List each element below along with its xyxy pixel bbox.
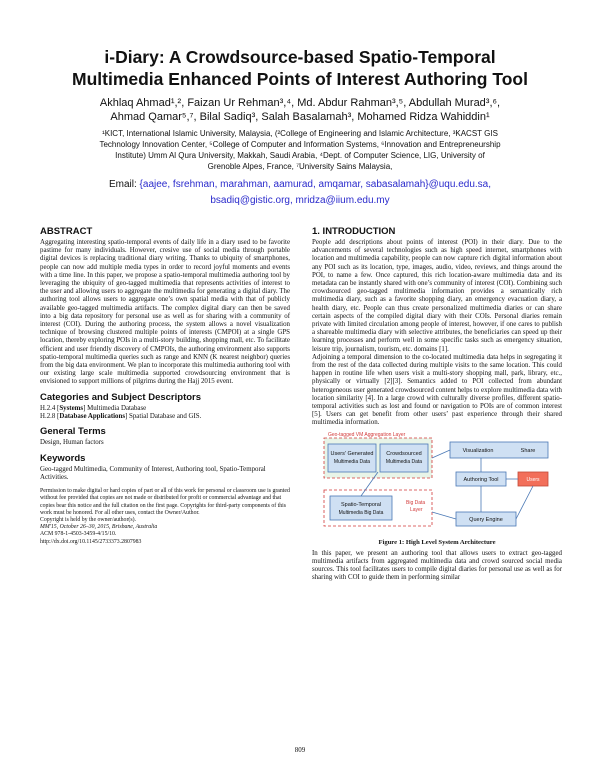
affiliation-line-2: Technology Innovation Center, ⁵College of Computer and Information Systems, ⁶Innovation and Entrepreneurship (99, 140, 501, 149)
user-generated-label: Users' Generated (330, 450, 374, 457)
figure-caption: Figure 1: High Level System Architecture (378, 538, 496, 546)
spatio-temporal-label: Spatio-Temporal (340, 501, 382, 508)
user-generated-box (328, 444, 376, 472)
acm-line: ACM 978-1-4503-3459-4/15/10. (40, 531, 117, 538)
user-generated-sub: Multimedia Data (333, 458, 371, 465)
abstract-text: Aggregating interesting spatio-temporal events of daily life in a diary used to be favorite pastime for many individuals. However, cresive use of social media through portable digital devices is replacing traditional diary writing. Thanks to ubiquity of smartphones, people can now add multiple media types in order to record joyful moments and events with a time line. In this paper, we propose a spatio-temporal multimedia authoring tool by leveraging the ubiquity of geo-tagged multimedia that represents activities of interest to the user and allowing users to aggregate the multimedia for generating a digital diary. The authoring tool allows users to aggregate one’s own spatial media with that of publicly available geo-tagged multimedia artifacts. The complex digital diary can then be saved into a big data repository for personal use as well as for sharing with a community of interest (COI). During the authoring process, the system allows a novel visualization technique of browsing clustered multiple points of interests (CMPOI) at a single GPS location, thereby exploring POIs in a multi-story building, shopping mall, etc. To facilitate efficient and user friendly discovery of CMPOIs, the authoring environment also supports spatio-temporal multimedia queries such as range and KNN (K nearest neighbor) queries from the big data environment. We plan to incorporate this multimedia authoring tool with our existing large scale multimedia supported crowdsourcing environment that is envisioned to support millions of pilgrims during the Hajj 2015 event. (40, 239, 290, 386)
email-block (40, 177, 560, 209)
intro-paragraph-2: Adjoining a temporal dimension to the co-located multimedia data helps in segregating it from the rest of the data collected during multiple visits to the same location. This could happen in routine life when users visit a multi-story shopping mall, park, library, etc., physically or virtually [2][3]. Semantics added to POI collected from abundant heterogeneous user generated crowdsourced content helps to explore multimedia data with location similarity [4]. In a large crowd with culturally diverse profiles, different spatio-temporal activities such as lost and found or navigation to POIs are of common interest [5]. Users can get benefit from other users’ past experience through their shared multimedia information. (312, 353, 562, 427)
paper-title (40, 46, 560, 90)
aggregation-layer-label: Geo-tagged VM Aggregation Layer (328, 431, 406, 438)
email-link-2[interactable]: bsadiq@gistic.org, mridza@iium.edu.my (210, 195, 390, 206)
keywords-heading: Keywords (40, 452, 86, 464)
authors-line-2: Ahmad Qamar⁵,⁷, Bilal Sadiq³, Salah Basalamah³, Mohamed Ridza Wahiddin¹ (110, 111, 490, 123)
author-list (40, 96, 560, 124)
intro-paragraph-3: In this paper, we present an authoring tool that allows users to extract geo-tagged multimedia artifacts from aggregated multimedia data and crowd sourced social media sources. This tool facilitates users to compile digital diaries for personal use as well as for sharing with COI to guide them in performing similar (312, 549, 562, 582)
authors-line-1: Akhlaq Ahmad¹,², Faizan Ur Rehman³,⁴, Md. Abdur Rahman³,⁵, Abdullah Murad³,⁶, (99, 97, 501, 109)
big-data-sub: Layer (410, 506, 423, 513)
big-data-label: Big Data (406, 499, 426, 506)
arrow-users-query (516, 486, 533, 519)
category-line-2: H.2.8 [Database Applications] Spatial Database and GIS. (40, 412, 202, 420)
categories-heading: Categories and Subject Descriptors (40, 391, 202, 403)
users-label: Users (526, 476, 540, 483)
copyright-line: Copyright is held by the owner/author(s). (40, 516, 136, 523)
general-terms-heading: General Terms (40, 426, 106, 438)
affiliation-line-4: Grenoble Alpes, France, ⁷University Sains Malaysia, (207, 162, 393, 171)
title-line-1: i-Diary: A Crowdsource-based Spatio-Temporal (104, 47, 496, 67)
architecture-diagram (322, 432, 552, 537)
spatio-temporal-sub: Multimedia Big Data (338, 509, 384, 516)
email-label: Email: (108, 179, 137, 190)
arrow-bigdata-query (432, 512, 456, 519)
keywords-text: Geo-tagged Multimedia, Community of Interest, Authoring tool, Spatio-Temporal Activities. (40, 465, 266, 481)
abstract-heading: ABSTRACT (40, 226, 93, 237)
doi-link[interactable]: http://dx.doi.org/10.1145/2733373.2807983 (40, 538, 142, 545)
general-terms-text: Design, Human factors (40, 439, 104, 447)
query-engine-label: Query Engine (469, 516, 503, 523)
category-line-1: H.2.4 [Systems] Multimedia Database (40, 404, 147, 412)
crowdsourced-box (380, 444, 428, 472)
crowdsourced-label: Crowdsourced (386, 450, 422, 457)
affiliations (40, 128, 560, 172)
crowdsourced-sub: Multimedia Data (385, 458, 423, 465)
right-column (312, 226, 562, 582)
page-number: 809 (294, 746, 306, 754)
arrow-to-visualization (432, 450, 450, 458)
visualization-label: Visualization (462, 447, 494, 454)
left-column (40, 226, 290, 546)
affiliation-line-3: Institute) Umm Al Qura University, Makkah, Saudi Arabia, ⁴Dept. of Computer Science, LIG, University of (115, 151, 485, 160)
architecture-figure (322, 432, 552, 537)
permission-text: Permission to make digital or hard copies of part or all of this work for personal or classroom use is granted without fee provided that copies are not made or distributed for profit or commercial advantage and that copies bear this notice and the full citation on the first page. Copyrights for third-party components of this work must be honored. For all other uses, contact the Owner/Author. (40, 488, 290, 516)
email-link-1[interactable]: {aajee, fsrehman, marahman, aamurad, amqamar, sabasalamah}@uqu.edu.sa, (139, 179, 492, 190)
intro-paragraph-1: People add descriptions about points of interest (POI) in their diary. Due to the advancements of several technologies such as high speed internet, smartphones with location and multimedia capability, people can now capture rich digital information about any POI such as its location, type, images, audio, video, reviews, and things around the POI, to name a few. Once captured, this rich location-aware multimedia data and its metadata can be instantly shared with one’s community of interest (COI). Combining such crowdsourced geo-tagged multimedia information provides a semantically rich multimedia diary, such as a favorite shopping diary, an emergency evacuation diary, a health diary, etc. People can thus create personalized multimedia diaries or can share certain aspects of the compiled digital diary with their COIs. Personal diaries remain private with limited circulation among people of interest, however, if one cares to publish a shareable multimedia diary with selective attributes, the beneficiaries can speed up their learning processes and perform well in some specific tasks such as emergency situation, leisure trip, journalism, tourism, etc. domains [1]. (312, 239, 562, 353)
share-label: Share (520, 447, 536, 454)
title-line-2: Multimedia Enhanced Points of Interest Authoring Tool (72, 69, 528, 89)
introduction-heading: 1. INTRODUCTION (312, 226, 396, 237)
spatio-temporal-box (330, 496, 392, 520)
permission-block (40, 488, 290, 546)
authoring-tool-label: Authoring Tool (463, 476, 499, 483)
conference-line: MM'15, October 26–30, 2015, Brisbane, Australia (40, 524, 158, 531)
affiliation-line-1: ¹KICT, International Islamic University, Malaysia, (²College of Engineering and Islamic Architecture, ³KACST GIS (102, 129, 498, 138)
